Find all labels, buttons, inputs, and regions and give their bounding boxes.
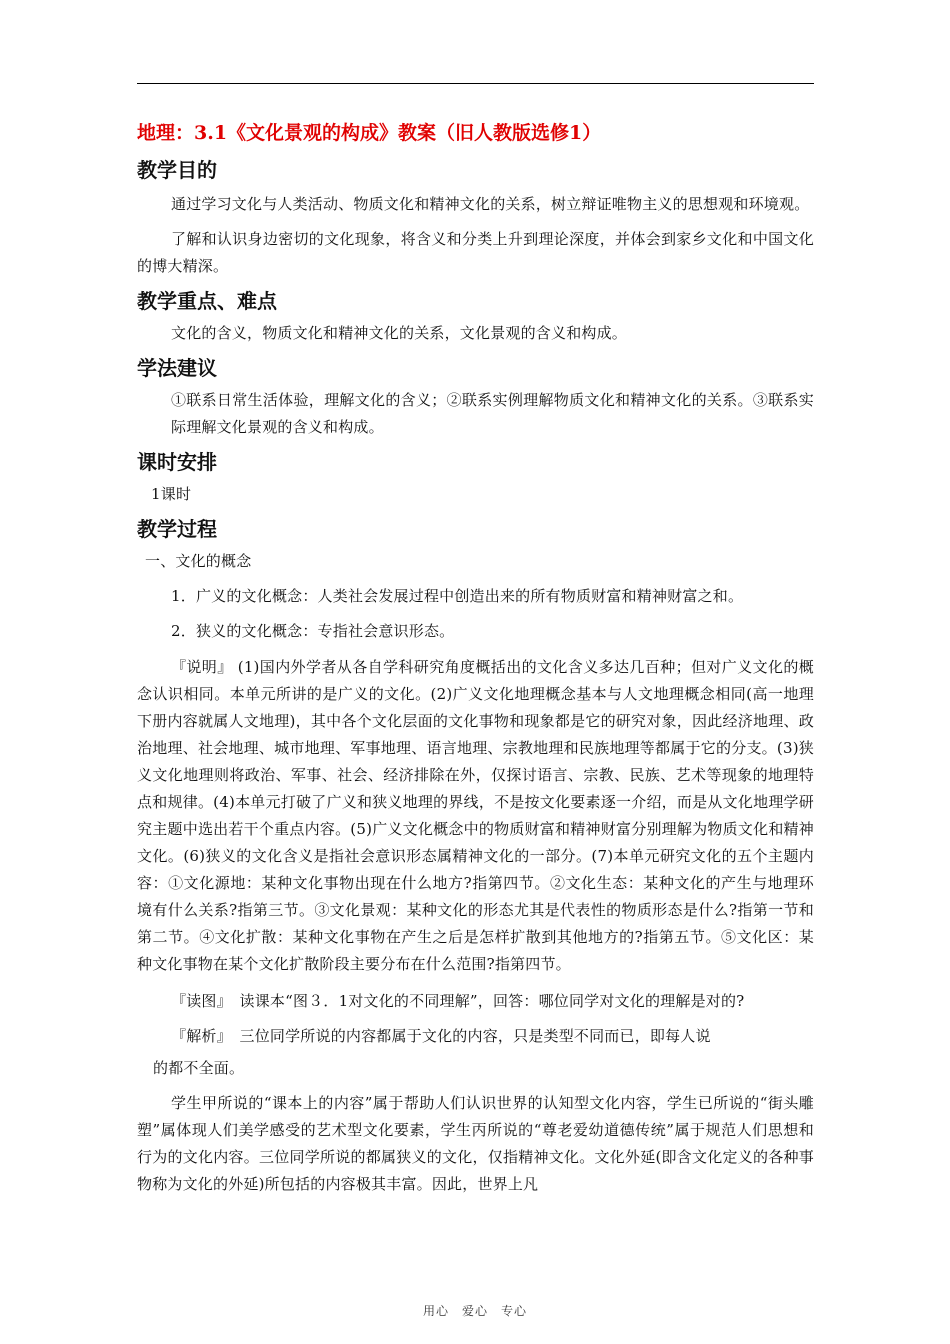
document-body: [137, 118, 814, 1198]
process-subheading-1: 一、文化的概念: [145, 552, 252, 570]
process-item-1: 1．广义的文化概念：人类社会发展过程中创造出来的所有物质财富和精神财富之和。: [171, 587, 744, 605]
header-rule: [137, 83, 814, 84]
aims-paragraph-2: 了解和认识身边密切的文化现象，将含义和分类上升到理论深度，并体会到家乡文化和中国文化的博大精深。: [137, 230, 814, 275]
page-footer: 用心 爱心 专心: [422, 1304, 527, 1318]
aims-paragraph-1: 通过学习文化与人类活动、物质文化和精神文化的关系，树立辩证唯物主义的思想观和环境观。: [171, 195, 810, 213]
explanation-note: 『说明』 (1)国内外学者从各自学科研究角度概括出的文化含义多达几百种；但对广义文化的概念认识相同。本单元所讲的是广义的文化。(2)广义文化地理概念基本与人文地理概念相同(高一地理下册内容就属人文地理)，其中各个文化层面的文化事物和现象都是它的研究对象，因此经济地理、政治地理、社会地理、城市地理、军事地理、语言地理、宗教地理和民族地理等都属于它的分支。(3)狭义文化地理则将政治、军事、社会、经济排除在外，仅探讨语言、宗教、民族、艺术等现象的地理特点和规律。(4)本单元打破了广义和狭义地理的界线，不是按文化要素逐一介绍，而是从文化地理学研究主题中选出若干个重点内容。(5)广义文化概念中的物质财富和精神财富分别理解为物质文化和精神文化。(6)狭义的文化含义是指社会意识形态属精神文化的一部分。(7)本单元研究文化的五个主题内容：①文化源地：某种文化事物出现在什么地方?指第四节。②文化生态：某种文化的产生与地理环境有什么关系?指第三节。③文化景观：某种文化的形态尤其是代表性的物质形态是什么?指第一节和第二节。④文化扩散：某种文化事物在产生之后是怎样扩散到其他地方的?指第五节。⑤文化区：某种文化事物在某个文化扩散阶段主要分布在什么范围?指第四节。: [137, 658, 814, 973]
section-heading-hours: 课时安排: [137, 450, 217, 474]
section-heading-method: 学法建议: [137, 356, 217, 380]
method-paragraph: ①联系日常生活体验，理解文化的含义；②联系实例理解物质文化和精神文化的关系。③联系实际理解文化景观的含义和构成。: [171, 391, 814, 436]
analysis-continuation: 的都不全面。: [153, 1059, 245, 1077]
analysis-explanation: 学生甲所说的“课本上的内容”属于帮助人们认识世界的认知型文化内容，学生已所说的“街头雕塑”属体现人们美学感受的艺术型文化要素，学生丙所说的“尊老爱幼道德传统”属于规范人们思想和行为的文化内容。三位同学所说的都属狭义的文化，仅指精神文化。文化外延(即含文化定义的各种事物称为文化的外延)所包括的内容极其丰富。因此，世界上凡: [137, 1094, 814, 1193]
section-heading-aims: 教学目的: [137, 158, 217, 182]
document-title: 地理：3.1《文化景观的构成》教案（旧人教版选修1）: [137, 122, 602, 144]
read-figure-question: 『读图』 读课本“图３．1对文化的不同理解”，回答：哪位同学对文化的理解是对的?: [171, 992, 745, 1010]
analysis-paragraph: 『解析』 三位同学所说的内容都属于文化的内容，只是类型不同而已，即每人说: [171, 1027, 711, 1045]
section-heading-keypoints: 教学重点、难点: [137, 289, 277, 313]
section-heading-process: 教学过程: [137, 517, 217, 541]
process-item-2: 2．狭义的文化概念：专指社会意识形态。: [171, 622, 455, 640]
hours-paragraph: 1课时: [151, 485, 192, 503]
keypoints-paragraph: 文化的含义，物质文化和精神文化的关系，文化景观的含义和构成。: [171, 324, 628, 342]
